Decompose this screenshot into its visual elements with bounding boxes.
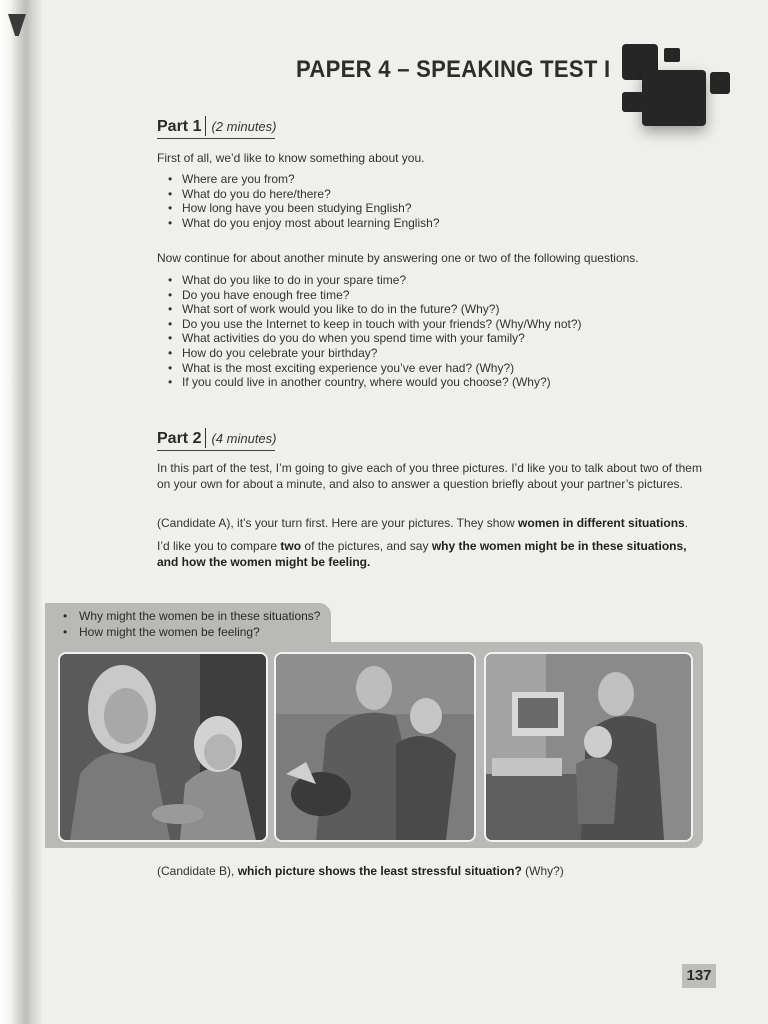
part1-intro: First of all, we’d like to know something about you. — [157, 151, 425, 165]
page-number: 137 — [682, 964, 716, 988]
part1-question-list — [157, 172, 440, 230]
part2-label: Part 2 — [157, 430, 202, 447]
part2-paragraph-3: I’d like you to compare two of the pictures, and say why the women might be in these situations, and how the women might be feeling. — [157, 539, 687, 569]
list-item: • If you could live in another country, where would you choose? (Why?) — [157, 375, 582, 390]
list-item: • What sort of work would you like to do in the future? (Why?) — [157, 302, 582, 317]
part1-heading — [157, 116, 277, 136]
photo-woman-holding-baby — [274, 652, 476, 842]
photo-woman-at-computer-with-child — [484, 652, 693, 842]
part2-paragraph-1: In this part of the test, I’m going to give each of you three pictures. I’d like you to talk about two of them on your own for about a minute, and also to answer a question briefly about your partner’s pictures. — [157, 461, 702, 491]
part1-continue: Now continue for about another minute by answering one or two of the following questions. — [157, 251, 639, 265]
list-item: • What do you like to do in your spare time? — [157, 273, 582, 288]
part1-label: Part 1 — [157, 118, 202, 135]
part2-duration: (4 minutes) — [211, 431, 277, 446]
list-item: • How might the women be feeling? — [60, 625, 320, 641]
part2-paragraph-2: (Candidate A), it’s your turn first. Here are your pictures. They show women in different situations. — [157, 516, 689, 530]
decorative-squares-graphic — [614, 42, 734, 142]
list-item: • Do you have enough free time? — [157, 288, 582, 303]
list-item: • Why might the women be in these situations? — [60, 609, 320, 625]
photo-woman-with-child — [58, 652, 268, 842]
part1-more-question-list — [157, 273, 582, 390]
book-spine-shadow — [0, 0, 42, 1024]
list-item: • Do you use the Internet to keep in touch with your friends? (Why/Why not?) — [157, 317, 582, 332]
list-item: • What do you enjoy most about learning English? — [157, 216, 440, 231]
list-item: • Where are you from? — [157, 172, 440, 187]
list-item: • How long have you been studying English? — [157, 201, 440, 216]
part1-duration: (2 minutes) — [211, 119, 277, 134]
list-item: • How do you celebrate your birthday? — [157, 346, 582, 361]
list-item: • What do you do here/there? — [157, 187, 440, 202]
prompt-list — [60, 609, 320, 640]
candidate-b-question: (Candidate B), which picture shows the least stressful situation? (Why?) — [157, 864, 564, 878]
part2-heading — [157, 428, 277, 448]
page-title: PAPER 4 – SPEAKING TEST I — [296, 56, 611, 83]
list-item: • What activities do you do when you spend time with your family? — [157, 331, 582, 346]
list-item: • What is the most exciting experience you’ve ever had? (Why?) — [157, 361, 582, 376]
